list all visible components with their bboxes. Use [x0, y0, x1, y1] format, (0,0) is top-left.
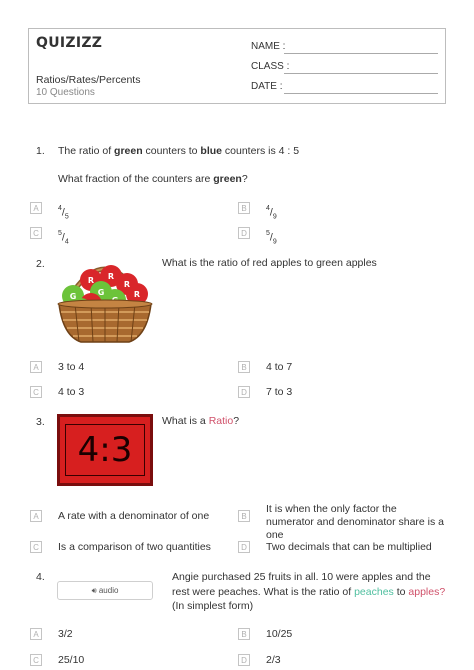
q2-option-a-text: 3 to 4 [58, 361, 85, 373]
apple-label: R [133, 290, 141, 299]
q4-highlight-apples: apples? [408, 585, 446, 598]
name-label: NAME : [251, 41, 286, 52]
q1-c-den: 4 [64, 238, 69, 246]
q4-text-mid: to [393, 585, 409, 598]
q2-option-b-text: 4 to 7 [266, 361, 293, 373]
q4-option-d-text: 2/3 [266, 654, 281, 666]
apple-label: G [69, 292, 77, 301]
apple-label: R [107, 272, 115, 281]
q1-option-d-text: $^5/_9$ [266, 230, 277, 246]
worksheet-title: Ratios/Rates/Percents [36, 74, 141, 86]
q1-line2-pre: What fraction of the counters are [58, 173, 214, 185]
q3-option-b-text: It is when the only factor the numerator and denominator share is a one [266, 503, 445, 541]
q4-option-b-box[interactable]: B [238, 628, 250, 640]
q1-bold-green: green [114, 145, 143, 157]
basket-rim [58, 300, 152, 308]
q1-a-num: 4 [58, 205, 62, 212]
question-1-text [58, 144, 299, 159]
q3-option-d-box[interactable]: D [238, 541, 250, 553]
audio-button[interactable] [57, 581, 153, 600]
question-2-text: What is the ratio of red apples to green apples [162, 257, 377, 269]
q1-text-post: counters is 4 : 5 [222, 145, 300, 157]
question-4-text [172, 570, 448, 614]
q2-option-d-box[interactable]: D [238, 386, 250, 398]
q4-text-post: (In simplest form) [172, 600, 254, 612]
q2-option-d-text: 7 to 3 [266, 386, 293, 398]
question-2-number: 2. [36, 258, 45, 270]
class-label: CLASS : [251, 61, 290, 72]
q3-option-b-box[interactable]: B [238, 510, 250, 522]
q3-highlight-ratio: Ratio [208, 415, 234, 427]
q1-d-num: 5 [266, 230, 270, 237]
q1-option-b-text: $^4/_9$ [266, 205, 277, 221]
q4-option-a-box[interactable]: A [30, 628, 42, 640]
q1-b-den: 9 [272, 213, 277, 221]
q3-option-c-box[interactable]: C [30, 541, 42, 553]
q1-option-a-box[interactable]: A [30, 202, 42, 214]
q1-option-c-box[interactable]: C [30, 227, 42, 239]
q1-text-mid: counters to [142, 145, 201, 157]
q4-option-d-box[interactable]: D [238, 654, 250, 666]
q2-option-b-box[interactable]: B [238, 361, 250, 373]
question-3-text [162, 414, 239, 429]
date-label: DATE : [251, 81, 283, 92]
q1-line2-post: ? [241, 173, 248, 185]
q4-highlight-peaches: peaches [354, 585, 394, 598]
audio-label: audio [98, 586, 119, 595]
apple-label: R [87, 276, 95, 285]
q1-text-pre: The ratio of [58, 145, 115, 157]
name-line[interactable] [284, 53, 438, 54]
question-1-number: 1. [36, 145, 45, 157]
q2-option-c-box[interactable]: C [30, 386, 42, 398]
q4-text-pre: Angie purchased 25 fruits in all. 10 were apples and the rest were peaches. What is the ratio of [172, 571, 431, 598]
q3-option-a-text: A rate with a denominator of one [58, 510, 210, 522]
date-line[interactable] [284, 93, 438, 94]
q1-bold-blue: blue [200, 145, 222, 157]
quizizz-logo: QUIZIZZ [36, 35, 103, 51]
speaker-icon: 🔊︎ [91, 586, 97, 595]
apple-label: R [123, 280, 131, 289]
q2-option-c-text: 4 to 3 [58, 386, 85, 398]
q1-option-b-box[interactable]: B [238, 202, 250, 214]
q1-option-c-text: $^5/_4$ [58, 230, 69, 246]
q4-option-c-text: 25/10 [58, 654, 85, 666]
q3-text-pre: What is a [162, 415, 209, 427]
apple-label: G [97, 288, 105, 297]
q3-option-c-text: Is a comparison of two quantities [58, 541, 211, 553]
worksheet-question-count: 10 Questions [36, 87, 95, 98]
q1-c-num: 5 [58, 230, 62, 237]
q1-a-den: 5 [64, 213, 69, 221]
q3-option-d-text: Two decimals that can be multiplied [266, 541, 432, 553]
apple-basket-image [55, 252, 155, 344]
q1-b-num: 4 [266, 205, 270, 212]
q4-option-c-box[interactable]: C [30, 654, 42, 666]
q4-option-b-text: 10/25 [266, 628, 293, 640]
q2-option-a-box[interactable]: A [30, 361, 42, 373]
class-line[interactable] [284, 73, 438, 74]
question-1-subtext [58, 172, 248, 187]
question-3-number: 3. [36, 416, 45, 428]
q3-option-a-box[interactable]: A [30, 510, 42, 522]
ratio-image-text: 4:3 [65, 424, 145, 476]
ratio-4-3-image [57, 414, 153, 486]
q1-line2-bold: green [213, 173, 242, 185]
q3-text-post: ? [233, 415, 240, 427]
q1-option-a-text: $^4/_5$ [58, 205, 69, 221]
q1-d-den: 9 [272, 238, 277, 246]
question-4-number: 4. [36, 571, 45, 583]
q1-option-d-box[interactable]: D [238, 227, 250, 239]
q4-option-a-text: 3/2 [58, 628, 73, 640]
